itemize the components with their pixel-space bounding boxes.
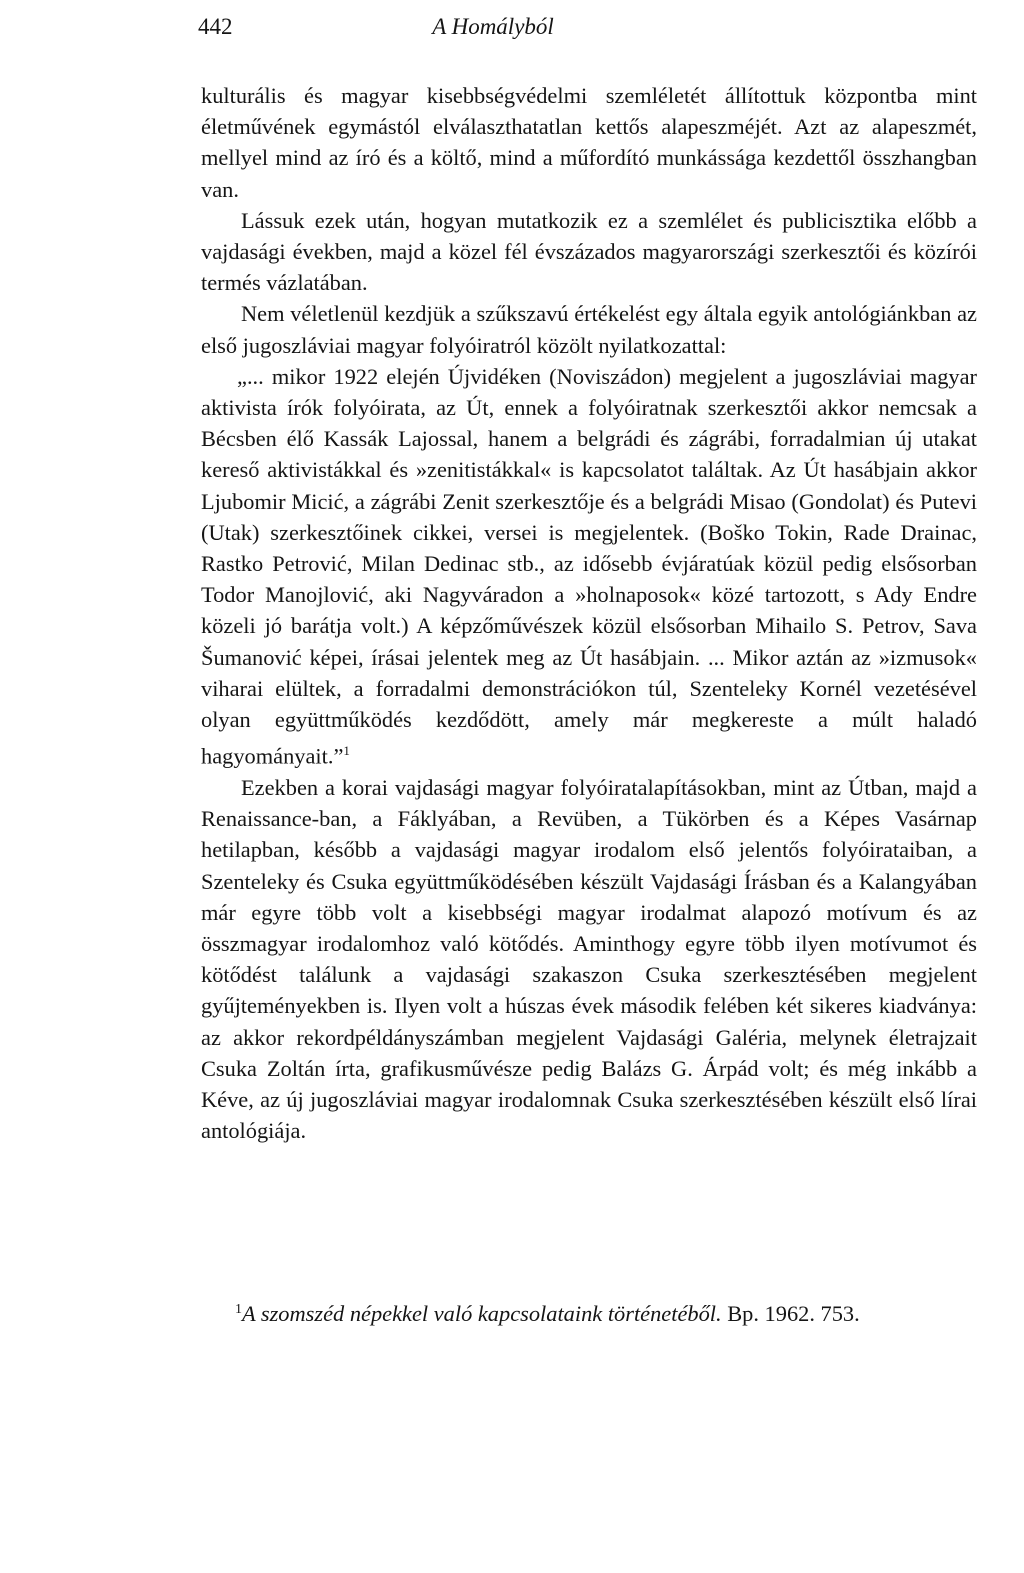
footnote-source-details: Bp. 1962. 753. <box>721 1301 860 1326</box>
paragraph-2: Lássuk ezek után, hogyan mutatkozik ez a szemlélet és publicisztika előbb a vajdasági években, majd a közel fél évszázados magyarországi szerkesztői és közírói termés vázlatában. <box>201 207 977 296</box>
quotation-text: „... mikor 1922 elején Újvidéken (Noviszádon) megjelent a jugoszláviai magyar aktivista írók folyóirata, az Út, ennek a folyóiratnak szerkesztői akkor nemcsak a Bécsben élő Kassák Lajossal, hanem a belgrádi és zágrábi, forradalmian új utakat kereső aktivistákkal és »zenitistákkal« is kapcsolatot találtak. Az Út hasábjain akkor Ljubomir Micić, a zágrábi Zenit szerkesztője és a belgrádi Misao (Gondolat) és Putevi (Utak) szerkesztőinek cikkei, versei is megjelentek. (Boško Tokin, Rade Drainac, Rastko Petrović, Milan Dedinac stb., az idősebb évjáratúak közül pedig elsősorban Todor Manojlović, aki Nagyváradon a »holnaposok« közé tartozott, s Ady Endre közeli jó barátja volt.) A képzőművészek közül elsősorban Mihailo S. Petrov, Sava Šumanović képei, írásai jelentek meg az Út hasábjain. ... Mikor aztán az »izmusok« viharai elültek, a forradalmi demonstrációkon túl, Szenteleky Kornél vezetésével olyan együttműködés kezdődött, amely már megkereste a múlt haladó hagyományait.” <box>201 363 977 769</box>
body-text <box>201 80 977 1146</box>
paragraph-1: kulturális és magyar kisebbségvédelmi szemléletét állítottuk központba mint életművének egymástól elválaszthatatlan kettős alapeszméjét. Azt az alapeszmét, mellyel mind az író és a költő, mind a műfordító munkássága kezdettől összhangban van. <box>201 83 977 202</box>
paragraph-4: Ezekben a korai vajdasági magyar folyóiratalapításokban, mint az Útban, majd a Renaissance-ban, a Fáklyában, a Revüben, a Tükörben és a Képes Vasárnap hetilapban, később a vajdasági magyar irodalom első jelentős folyóirataiban, a Szenteleky és Csuka együttműködésében készült Vajdasági Írásban és a Kalangyában már egyre több volt a kisebbségi magyar irodalmat alapozó motívum és az összmagyar irodalomhoz való kötődés. Aminthogy egyre több ilyen motívumot és kötődést találunk a vajdasági szakaszon Csuka szerkesztésében megjelent gyűjteményekben is. Ilyen volt a húszas évek második felében két sikeres kiadványa: az akkor rekordpéldányszámban megjelent Vajdasági Galéria, melynek életrajzait Csuka Zoltán írta, grafikusművésze pedig Balázs G. Árpád volt; és még inkább a Kéve, az új jugoszláviai magyar irodalomnak Csuka szerkesztésében készült első lírai antológiája. <box>201 774 977 1144</box>
running-head <box>198 14 978 44</box>
footnote-mark: 1 <box>235 1302 242 1317</box>
running-title: A Homályból <box>432 14 554 39</box>
footnote-source-title: A szomszéd népekkel való kapcsolataink történetéből. <box>242 1301 722 1326</box>
quotation <box>201 361 977 772</box>
footnote <box>201 1294 977 1329</box>
page-number: 442 <box>198 14 233 39</box>
footnote-reference: 1 <box>343 743 350 759</box>
paragraph-3: Nem véletlenül kezdjük a szűkszavú értékelést egy általa egyik antológiánkban az első jugoszláviai magyar folyóiratról közölt nyilatkozattal: <box>201 301 977 358</box>
